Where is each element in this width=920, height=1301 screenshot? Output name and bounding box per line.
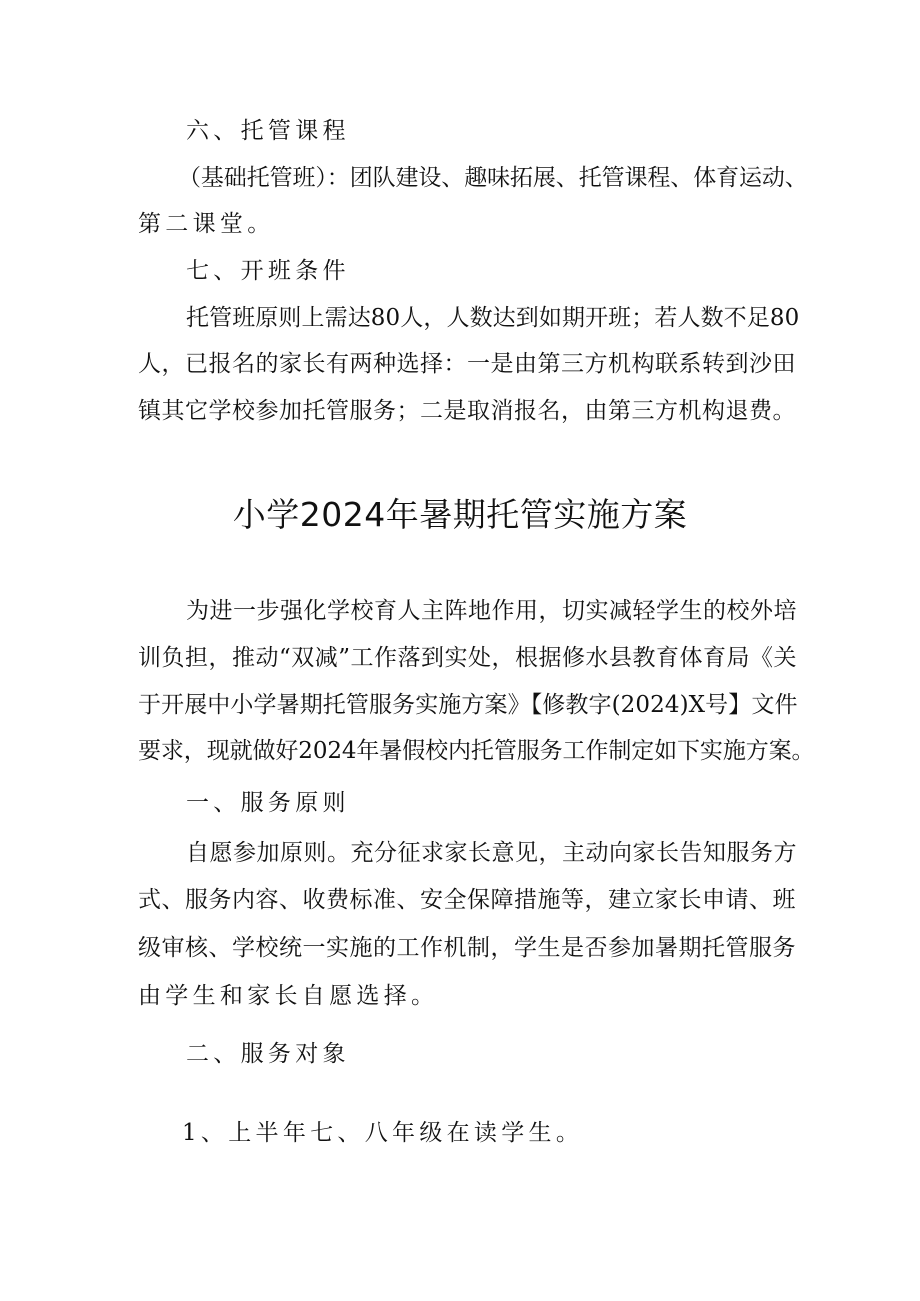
section1-body-line-4: 由学生和家长自愿选择。: [138, 983, 439, 1009]
section7-heading: 七、开班条件: [186, 258, 350, 284]
section1-body-line-1: 自愿参加原则。充分征求家长意见，主动向家长告知服务方: [186, 840, 797, 866]
section1-body-line-3: 级审核、学校统一实施的工作机制，学生是否参加暑期托管服务: [138, 935, 796, 961]
section6-body-line-1: （基础托管班）：团队建设、趣味拓展、托管课程、体育运动、: [178, 165, 808, 191]
section7-body-line-1: 托管班原则上需达80人，人数达到如期开班；若人数不足80: [186, 305, 800, 331]
intro-line-4: 要求，现就做好2024年暑假校内托管服务工作制定如下实施方案。: [138, 738, 815, 764]
intro-line-1: 为进一步强化学校育人主阵地作用，切实减轻学生的校外培: [186, 598, 797, 624]
section2-item-1: 1、上半年七、八年级在读学生。: [182, 1120, 584, 1146]
document-title: 小学2024年暑期托管实施方案: [232, 495, 688, 534]
section6-heading: 六、托管课程: [186, 118, 350, 144]
section6-body-line-2: 第二课堂。: [138, 211, 275, 237]
intro-line-2: 训负担，推动“双减”工作落到实处，根据修水县教育体育局《关: [138, 645, 798, 671]
section7-body-line-3: 镇其它学校参加托管服务；二是取消报名，由第三方机构退费。: [138, 398, 796, 424]
section1-body-line-2: 式、服务内容、收费标准、安全保障措施等，建立家长申请、班: [138, 887, 796, 913]
section7-body-line-2: 人，已报名的家长有两种选择：一是由第三方机构联系转到沙田: [138, 351, 796, 377]
intro-line-3: 于开展中小学暑期托管服务实施方案》【修教字(2024)X号】文件: [138, 692, 798, 718]
section2-heading: 二、服务对象: [186, 1041, 350, 1067]
section1-heading: 一、服务原则: [186, 790, 350, 816]
